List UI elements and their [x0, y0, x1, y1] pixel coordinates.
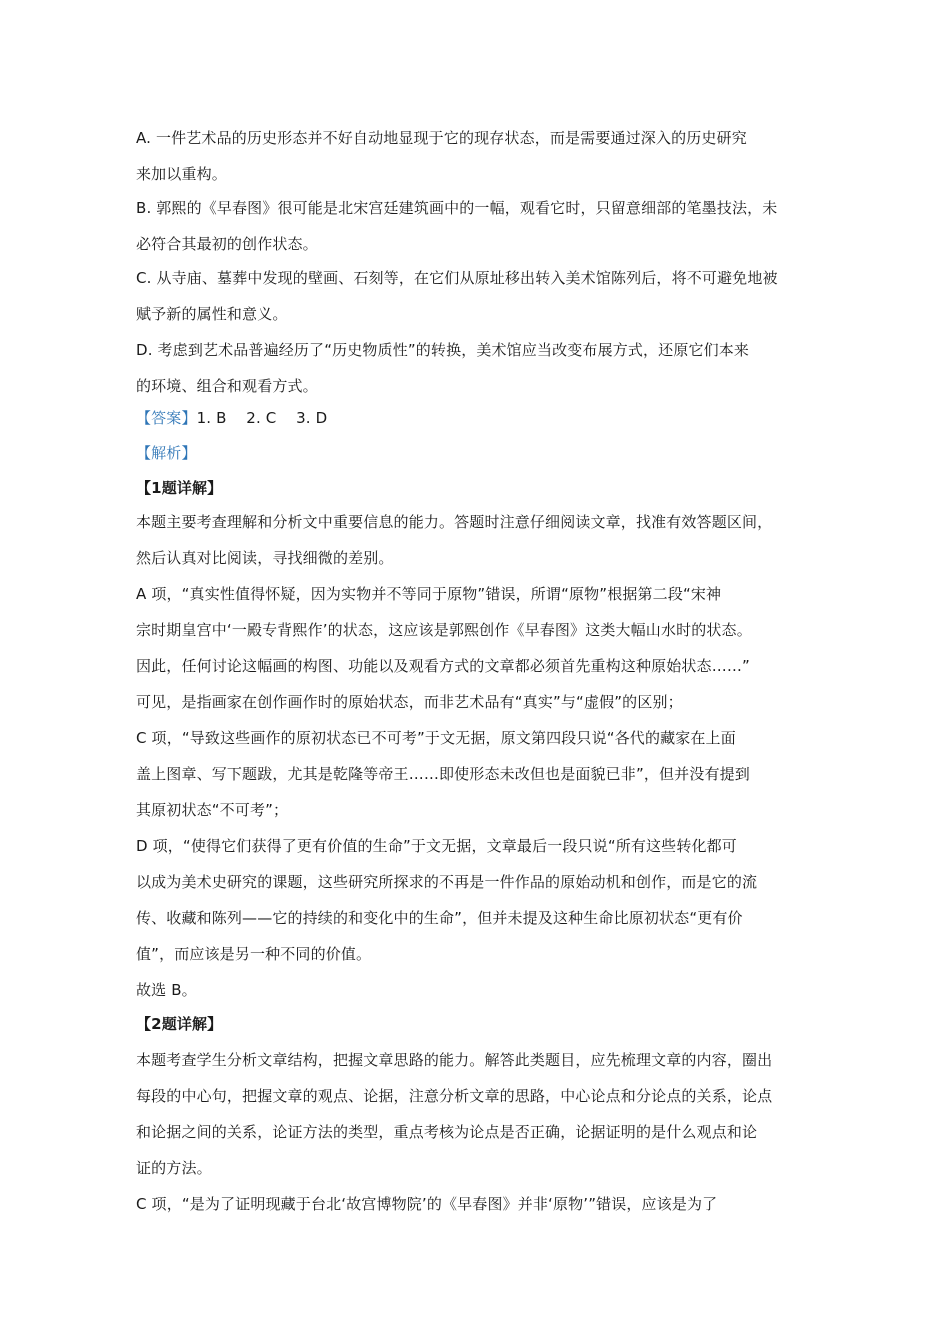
- q2-heading: 【2题详解】: [136, 1015, 223, 1033]
- option-a-line-1: A. 一件艺术品的历史形态并不好自动地显现于它的现存状态，而是需要通过深入的历史研究: [136, 129, 747, 147]
- q1-line-3: A 项，“真实性值得怀疑，因为实物并不等同于原物”错误，所谓“原物”根据第二段“宋神: [136, 585, 722, 603]
- q1-line-6: 可见，是指画家在创作画作时的原始状态，而非艺术品有“真实”与“虚假”的区别；: [136, 693, 683, 711]
- option-d-line-1: D. 考虑到艺术品普遍经历了“历史物质性”的转换，美术馆应当改变布展方式，还原它们本来: [136, 341, 750, 359]
- q2-line-3: 和论据之间的关系，论证方法的类型，重点考核为论点是否正确，论据证明的是什么观点和论: [136, 1123, 758, 1141]
- option-a-line-2: 来加以重构。: [136, 165, 227, 183]
- q2-line-2: 每段的中心句，把握文章的观点、论据，注意分析文章的思路，中心论点和分论点的关系，论点: [136, 1087, 773, 1105]
- q1-heading: 【1题详解】: [136, 479, 223, 497]
- q2-line-1: 本题考查学生分析文章结构，把握文章思路的能力。解答此类题目，应先梳理文章的内容，圈出: [136, 1051, 773, 1069]
- q1-line-4: 宗时期皇宫中‘一殿专背熙作’的状态，这应该是郭熙创作《早春图》这类大幅山水时的状态。: [136, 621, 752, 639]
- answer-label: 【答案】: [136, 409, 197, 427]
- option-c-line-1: C. 从寺庙、墓葬中发现的壁画、石刻等，在它们从原址移出转入美术馆陈列后，将不可避免地被: [136, 269, 778, 287]
- q1-line-1: 本题主要考查理解和分析文中重要信息的能力。答题时注意仔细阅读文章，找准有效答题区间，: [136, 513, 773, 531]
- q1-line-11: 以成为美术史研究的课题，这些研究所探求的不再是一件作品的原始动机和创作，而是它的流: [136, 873, 758, 891]
- q1-line-2: 然后认真对比阅读，寻找细微的差别。: [136, 549, 394, 567]
- q1-line-12: 传、收藏和陈列——它的持续的和变化中的生命”，但并未提及这种生命比原初状态“更有价: [136, 909, 743, 927]
- q1-line-8: 盖上图章、写下题跋，尤其是乾隆等帝王……即使形态未改但也是面貌已非”，但并没有提到: [136, 765, 750, 783]
- q2-line-4: 证的方法。: [136, 1159, 212, 1177]
- option-c-line-2: 赋予新的属性和意义。: [136, 305, 288, 323]
- option-d-line-2: 的环境、组合和观看方式。: [136, 377, 318, 395]
- option-b-line-1: B. 郭熙的《早春图》很可能是北宋宫廷建筑画中的一幅，观看它时，只留意细部的笔墨技法，未: [136, 199, 778, 217]
- option-b-line-2: 必符合其最初的创作状态。: [136, 235, 318, 253]
- q1-line-10: D 项，“使得它们获得了更有价值的生命”于文无据，文章最后一段只说“所有这些转化都可: [136, 837, 737, 855]
- q1-line-7: C 项，“导致这些画作的原初状态已不可考”于文无据，原文第四段只说“各代的藏家在上面: [136, 729, 736, 747]
- q1-line-13: 值”，而应该是另一种不同的价值。: [136, 945, 372, 963]
- analysis-label: 【解析】: [136, 444, 197, 462]
- q1-line-9: 其原初状态“不可考”；: [136, 801, 289, 819]
- q1-line-5: 因此，任何讨论这幅画的构图、功能以及观看方式的文章都必须首先重构这种原始状态……”: [136, 657, 750, 675]
- q1-line-14: 故选 B。: [136, 981, 197, 999]
- answer-text: 1. B 2. C 3. D: [196, 409, 328, 427]
- q2-line-5: C 项，“是为了证明现藏于台北‘故宫博物院’的《早春图》并非‘原物’”错误，应该是为了: [136, 1195, 718, 1213]
- answer-line: [136, 408, 826, 428]
